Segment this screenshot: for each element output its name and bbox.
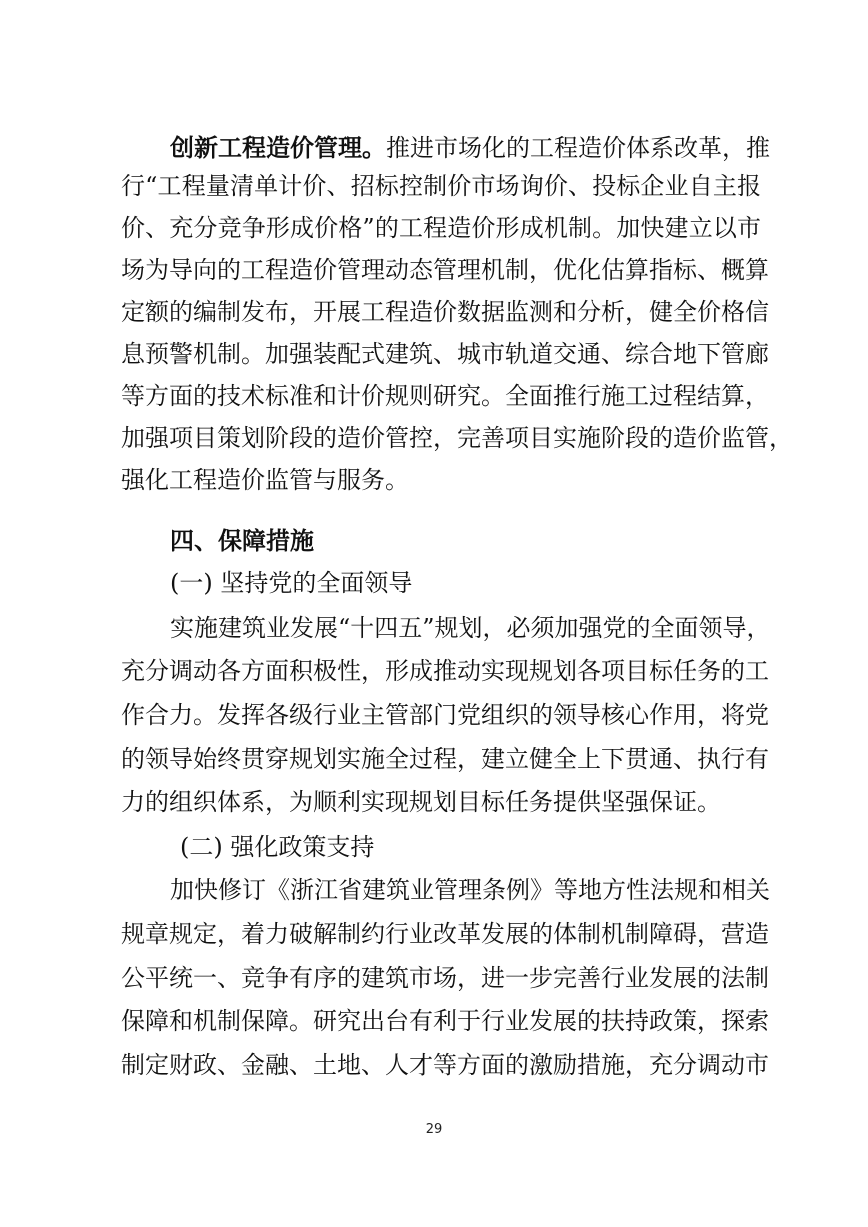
paragraph-line: 作合力。发挥各级行业主管部门党组织的领导核心作用，将党 bbox=[121, 701, 769, 729]
page-number: 29 bbox=[425, 1122, 443, 1137]
paragraph-line: 力的组织体系，为顺利实现规划目标任务提供坚强保证。 bbox=[121, 788, 721, 816]
paragraph-line: 制定财政、金融、土地、人才等方面的激励措施，充分调动市 bbox=[121, 1051, 769, 1079]
paragraph-line: 场为导向的工程造价管理动态管理机制，优化估算指标、概算 bbox=[121, 256, 769, 284]
paragraph-line: 强化工程造价监管与服务。 bbox=[121, 466, 409, 494]
paragraph-line: 加强项目策划阶段的造价管控，完善项目实施阶段的造价监管， bbox=[121, 424, 793, 452]
paragraph-line bbox=[170, 133, 770, 163]
subsection-heading: (二) 强化政策支持 bbox=[180, 833, 375, 861]
section-heading: 四、保障措施 bbox=[170, 527, 314, 555]
paragraph-line: 行“工程量清单计价、招标控制价市场询价、投标企业自主报 bbox=[121, 172, 761, 200]
paragraph-lead: 创新工程造价管理。 bbox=[170, 133, 386, 162]
paragraph-line: 规章规定，着力破解制约行业改革发展的体制机制障碍，营造 bbox=[121, 920, 769, 948]
paragraph-text: 推进市场化的工程造价体系改革，推 bbox=[386, 134, 770, 162]
paragraph-line: 保障和机制保障。研究出台有利于行业发展的扶持政策，探索 bbox=[121, 1007, 769, 1035]
paragraph-line: 公平统一、竞争有序的建筑市场，进一步完善行业发展的法制 bbox=[121, 964, 769, 992]
paragraph-line: 充分调动各方面积极性，形成推动实现规划各项目标任务的工 bbox=[121, 657, 769, 685]
subsection-heading: (一) 坚持党的全面领导 bbox=[170, 569, 413, 597]
paragraph-line: 等方面的技术标准和计价规则研究。全面推行施工过程结算， bbox=[121, 382, 769, 410]
paragraph-line: 加快修订《浙江省建筑业管理条例》等地方性法规和相关 bbox=[170, 876, 770, 904]
paragraph-line: 实施建筑业发展“十四五”规划，必须加强党的全面领导， bbox=[170, 614, 771, 642]
paragraph-line: 价、充分竞争形成价格”的工程造价形成机制。加快建立以市 bbox=[121, 214, 761, 242]
paragraph-line: 定额的编制发布，开展工程造价数据监测和分析，健全价格信 bbox=[121, 298, 769, 326]
paragraph-line: 息预警机制。加强装配式建筑、城市轨道交通、综合地下管廊 bbox=[121, 340, 769, 368]
paragraph-line: 的领导始终贯穿规划实施全过程，建立健全上下贯通、执行有 bbox=[121, 745, 769, 773]
